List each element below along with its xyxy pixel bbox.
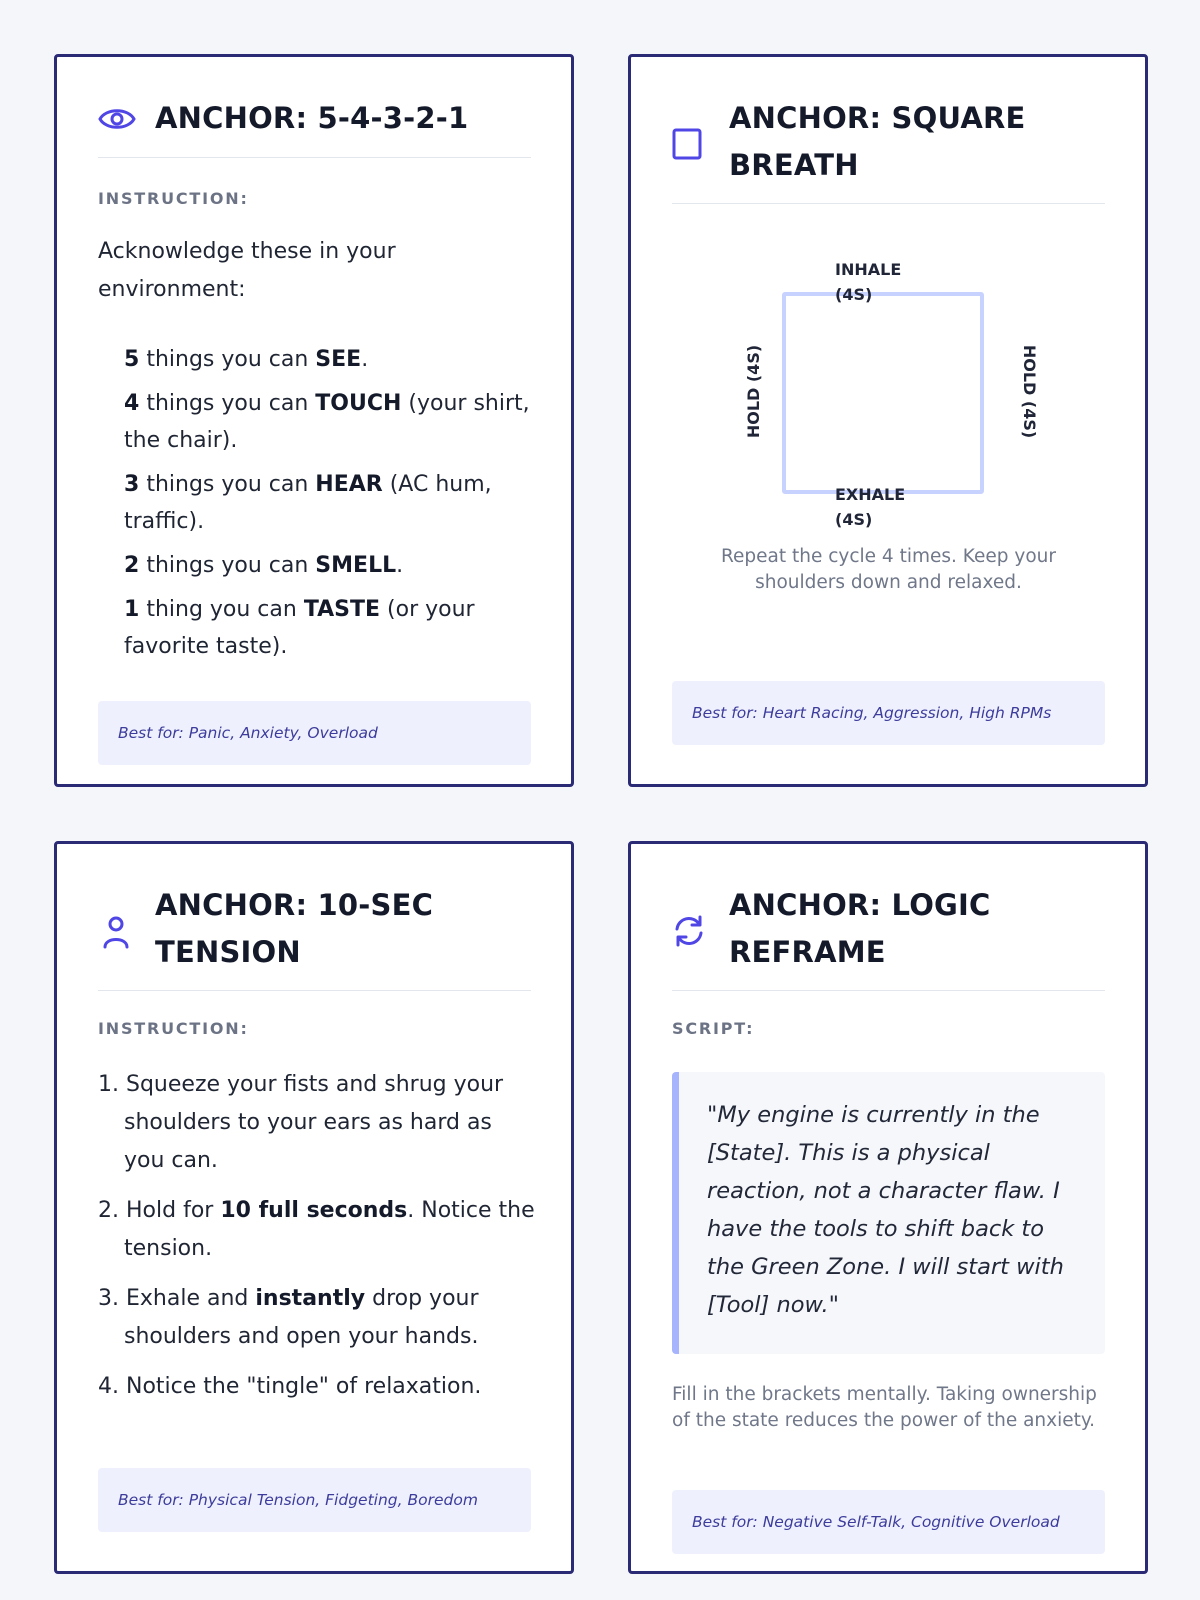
section-label: INSTRUCTION: bbox=[98, 1019, 249, 1038]
card-header bbox=[98, 57, 531, 158]
section-label: SCRIPT: bbox=[672, 1019, 755, 1038]
card-10-sec-tension bbox=[54, 841, 574, 1574]
list-item: 4 things you can TOUCH (your shirt, the chair). bbox=[124, 391, 530, 453]
card-grounding-54321 bbox=[54, 54, 574, 787]
best-for-tag: Best for: Negative Self-Talk, Cognitive Overload bbox=[672, 1490, 1105, 1554]
hold-right-label: HOLD (4S) bbox=[1020, 344, 1040, 439]
card-title: ANCHOR: LOGIC REFRAME bbox=[729, 888, 991, 969]
list-item: 1 thing you can TASTE (or your favorite taste). bbox=[124, 597, 475, 659]
list-item: 5 things you can SEE. bbox=[124, 347, 369, 372]
list-item: 4. Notice the "tingle" of relaxation. bbox=[98, 1374, 482, 1399]
script-caption: Fill in the brackets mentally. Taking ownership of the state reduces the power of the anxiety. bbox=[672, 1384, 1097, 1431]
card-header bbox=[672, 844, 1105, 991]
person-icon bbox=[102, 915, 130, 953]
list-item: 2 things you can SMELL. bbox=[124, 553, 404, 578]
eye-icon bbox=[98, 104, 136, 138]
best-for-tag: Best for: Heart Racing, Aggression, High RPMs bbox=[672, 681, 1105, 745]
breath-square-diagram bbox=[631, 57, 1145, 617]
refresh-icon bbox=[672, 914, 706, 952]
list-item: 3. Exhale and instantly drop your shoulders and open your hands. bbox=[98, 1286, 479, 1349]
list-item: 2. Hold for 10 full seconds. Notice the tension. bbox=[98, 1198, 535, 1261]
card-title: ANCHOR: 5-4-3-2-1 bbox=[155, 101, 469, 135]
sense-list bbox=[98, 341, 538, 672]
list-item: 1. Squeeze your fists and shrug your shoulders to your ears as hard as you can. bbox=[98, 1072, 504, 1173]
best-for-tag: Best for: Panic, Anxiety, Overload bbox=[98, 701, 531, 765]
exhale-label: EXHALE (4S) bbox=[835, 485, 906, 529]
hold-left-label: HOLD (4S) bbox=[744, 344, 764, 439]
card-title: ANCHOR: 10-SEC TENSION bbox=[155, 888, 434, 969]
script-quote: "My engine is currently in the [State]. This is a physical reaction, not a character flaw. I have the tools to shift back to the Green Zone. I will start with [Tool] now." bbox=[672, 1072, 1105, 1354]
card-header bbox=[98, 844, 531, 991]
intro-text: Acknowledge these in your environment: bbox=[98, 239, 396, 302]
card-logic-reframe bbox=[628, 841, 1148, 1574]
section-label: INSTRUCTION: bbox=[98, 189, 249, 208]
diagram-caption: Repeat the cycle 4 times. Keep your shoulders down and relaxed. bbox=[721, 546, 1056, 593]
card-title: ANCHOR: SQUARE BREATH bbox=[729, 101, 1026, 182]
breath-square bbox=[782, 292, 984, 494]
list-item: 3 things you can HEAR (AC hum, traffic). bbox=[124, 472, 492, 534]
card-square-breath bbox=[628, 54, 1148, 787]
step-list bbox=[98, 1066, 538, 1418]
best-for-tag: Best for: Physical Tension, Fidgeting, Boredom bbox=[98, 1468, 531, 1532]
inhale-label: INHALE (4S) bbox=[835, 260, 902, 304]
